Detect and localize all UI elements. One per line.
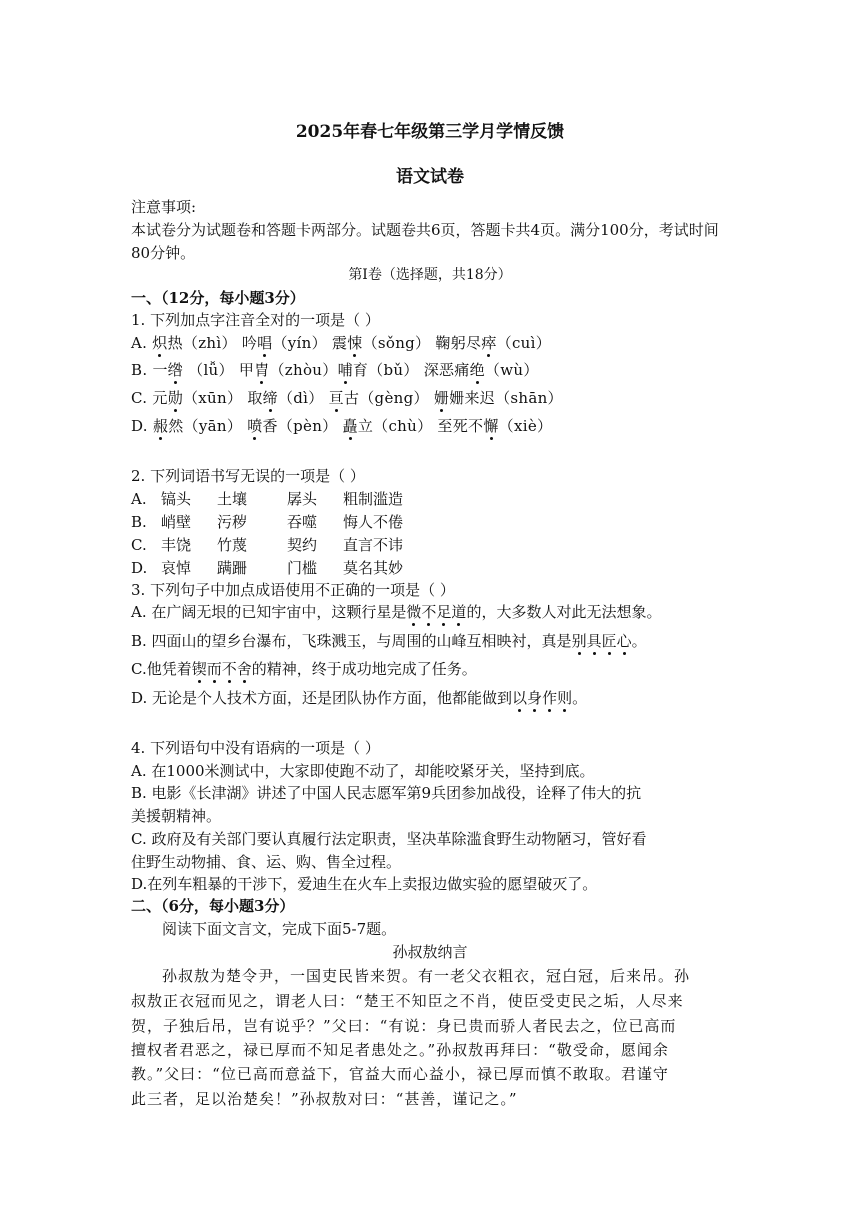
passage-line-1: 孙叔敖为楚令尹，一国吏民皆来贺。有一老父衣粗衣，冠白冠，后来吊。孙 — [162, 967, 691, 985]
word: 丰饶 — [161, 536, 192, 554]
word: 土壤 — [217, 490, 248, 508]
opt-text: 立（chù） 至死不 — [357, 417, 484, 435]
opt-text: 的精神，终于成功地完成了任务。 — [251, 660, 477, 678]
dotted-char: 哺 — [337, 361, 353, 379]
dotted-char: 作 — [542, 689, 558, 707]
q1-option-d — [131, 416, 552, 436]
notice-line-1: 本试卷分为试题卷和答题卡两部分。试题卷共6页，答题卡共4页。满分100分，考试时间 — [131, 221, 719, 239]
word: 污秽 — [217, 513, 248, 531]
opt-text: B. 一 — [131, 361, 168, 379]
dotted-char: 具 — [586, 632, 602, 650]
opt-letter: A. — [131, 490, 147, 508]
dotted-char: 而 — [206, 660, 222, 678]
opt-text: A. 在广阔无垠的已知宇宙中，这颗行星是 — [131, 603, 407, 621]
dotted-char: 舍 — [236, 660, 252, 678]
q4-line-5: 住野生动物捕、食、运、购、售全过程。 — [131, 853, 402, 871]
volume-heading: 第Ⅰ卷（选择题，共18分） — [348, 267, 512, 283]
dotted-char: 姗 — [433, 389, 450, 407]
q4-line-1: A. 在1000米测试中，大家即使跑不动了，却能咬紧牙关，坚持到底。 — [131, 762, 595, 780]
dotted-char: 匠 — [601, 632, 617, 650]
passage-line-3: 贺，子独后吊，岂有说乎？”父曰：“有说：身已贵而骄人者民去之，位已高而 — [131, 1017, 677, 1035]
part2-heading: 二、（6分，每小题3分） — [131, 897, 295, 915]
dotted-char: 喷 — [247, 417, 263, 435]
q4-line-6: D.在列车粗暴的干涉下，爱迪生在火车上卖报边做实验的愿望破灭了。 — [131, 875, 598, 893]
opt-text: （sǒng） 鞠躬尽 — [362, 334, 482, 352]
dotted-char: 锲 — [191, 660, 207, 678]
q3-option-c — [131, 659, 477, 679]
opt-text: 香（pèn） — [262, 417, 343, 435]
opt-text: （zhòu） — [269, 361, 338, 379]
opt-text: 。 — [631, 632, 647, 650]
dotted-char: 悚 — [347, 334, 363, 352]
opt-text: （xiè） — [498, 417, 553, 435]
q2-option-a — [131, 489, 403, 509]
opt-text: （wù） — [484, 361, 539, 379]
word: 镐头 — [161, 490, 192, 508]
dotted-char: 微 — [406, 603, 422, 621]
passage-line-5: 教。”父曰：“位已高而意益下，官益大而心益小，禄已厚而慎不敢取。君谨守 — [131, 1065, 669, 1083]
opt-text: C. 元 — [131, 389, 168, 407]
opt-text: 。 — [572, 689, 588, 707]
dotted-char: 唱 — [257, 334, 273, 352]
opt-text: D. — [131, 417, 153, 435]
dotted-char: 则 — [557, 689, 573, 707]
opt-letter: B. — [131, 513, 147, 531]
opt-text: 古（gèng） — [343, 389, 434, 407]
word: 门槛 — [287, 559, 318, 577]
opt-text: （xūn） 取 — [183, 389, 263, 407]
word: 吞噬 — [287, 513, 318, 531]
dotted-char: 瘁 — [481, 334, 497, 352]
passage-line-2: 叔敖正衣冠而见之，谓老人曰：“楚王不知臣之不肖，使臣受吏民之垢，人尽来 — [131, 992, 684, 1010]
dotted-char: 懈 — [483, 417, 499, 435]
opt-text: C.他凭着 — [131, 660, 192, 678]
opt-text: D. 无论是个人技术方面，还是团队协作方面，他都能做到 — [131, 689, 513, 707]
word: 蹒跚 — [217, 559, 248, 577]
q2-option-c — [131, 535, 403, 555]
q4-line-2: B. 电影《长津湖》讲述了中国人民志愿军第9兵团参加战役，诠释了伟大的抗 — [131, 784, 642, 802]
q2-option-b — [131, 512, 403, 532]
word: 峭壁 — [161, 513, 192, 531]
opt-text: 姗来迟（shān） — [449, 389, 563, 407]
word: 直言不讳 — [343, 536, 404, 554]
dotted-char: 不 — [221, 660, 237, 678]
opt-text: （yín） 震 — [272, 334, 348, 352]
word: 粗制滥造 — [343, 490, 404, 508]
opt-text: （dì） — [277, 389, 329, 407]
notice-line-2: 80分钟。 — [131, 244, 196, 262]
q3-option-b — [131, 631, 647, 651]
q1-stem: 1. 下列加点字注音全对的一项是（ ） — [131, 311, 380, 329]
passage-title: 孙叔敖纳言 — [392, 943, 468, 961]
dotted-char: 绝 — [469, 361, 485, 379]
q1-option-a — [131, 333, 551, 353]
dotted-idiom — [406, 603, 466, 621]
opt-text: 热（zhì） 吟 — [167, 334, 258, 352]
dotted-char: 不 — [421, 603, 437, 621]
q1-option-c — [131, 388, 563, 408]
q4-line-4: C. 政府及有关部门要认真履行法定职责，坚决革除滥食野生动物陋习，管好看 — [131, 830, 647, 848]
q2-option-d — [131, 558, 403, 578]
opt-text: （cuì） — [496, 334, 551, 352]
q4-line-3: 美援朝精神。 — [131, 807, 222, 825]
part1-heading: 一、（12分，每小题3分） — [131, 289, 305, 307]
dotted-idiom — [572, 632, 632, 650]
q3-stem: 3. 下列句子中加点成语使用不正确的一项是（ ） — [131, 581, 455, 599]
word: 契约 — [287, 536, 318, 554]
opt-text: 然（yān） — [168, 417, 248, 435]
word: 悔人不倦 — [343, 513, 404, 531]
opt-text: 育（bǔ） 深恶痛 — [352, 361, 470, 379]
exam-subtitle: 语文试卷 — [396, 167, 464, 187]
dotted-idiom — [192, 660, 252, 678]
dotted-char: 赧 — [152, 417, 169, 435]
q2-stem: 2. 下列词语书写无误的一项是（ ） — [131, 467, 365, 485]
opt-letter: C. — [131, 536, 147, 554]
passage-line-4: 擅权者君恶之，禄已厚而不知足者患处之。”孙叔敖再拜曰：“敬受命，愿闻余 — [131, 1041, 669, 1059]
q3-option-d — [131, 688, 587, 708]
passage-line-6: 此三者，足以治楚矣！”孙叔敖对曰：“甚善，谨记之。” — [131, 1090, 518, 1108]
word: 竹蔑 — [217, 536, 248, 554]
notice-heading: 注意事项: — [131, 198, 197, 216]
q1-option-b — [131, 360, 539, 380]
dotted-char: 别 — [571, 632, 587, 650]
opt-text: （lǚ） 甲 — [183, 361, 255, 379]
q3-option-a — [131, 602, 661, 622]
dotted-char: 心 — [616, 632, 632, 650]
dotted-idiom — [512, 689, 572, 707]
opt-text: B. 四面山的望乡台瀑布，飞珠溅玉，与周围的山峰互相映衬，真是 — [131, 632, 572, 650]
word: 莫名其妙 — [343, 559, 404, 577]
dotted-char: 炽 — [152, 334, 168, 352]
dotted-char: 缔 — [262, 389, 278, 407]
dotted-char: 矗 — [342, 417, 358, 435]
opt-text: 的，大多数人对此无法想象。 — [466, 603, 662, 621]
opt-text: A. — [131, 334, 153, 352]
word: 孱头 — [287, 490, 318, 508]
q4-stem: 4. 下列语句中没有语病的一项是（ ） — [131, 739, 380, 757]
exam-title: 2025年春七年级第三学月学情反馈 — [295, 122, 565, 142]
dotted-char: 胄 — [254, 361, 270, 379]
opt-letter: D. — [131, 559, 148, 577]
part2-intro: 阅读下面文言文，完成下面5-7题。 — [162, 920, 397, 938]
dotted-char: 绺 — [167, 361, 184, 379]
dotted-char: 以 — [512, 689, 528, 707]
dotted-char: 勋 — [167, 389, 183, 407]
dotted-char: 亘 — [328, 389, 344, 407]
word: 哀悼 — [161, 559, 192, 577]
dotted-char: 足 — [436, 603, 452, 621]
dotted-char: 道 — [451, 603, 467, 621]
dotted-char: 身 — [527, 689, 543, 707]
